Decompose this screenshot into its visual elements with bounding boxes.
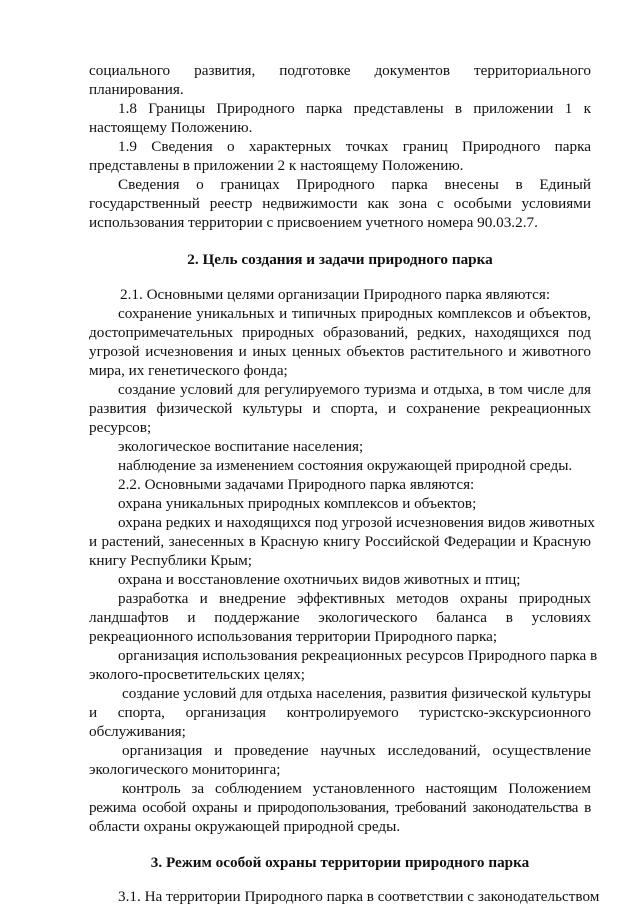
paragraph-line: книгу Республики Крым;: [89, 552, 252, 569]
paragraph-line: социального развития, подготовке документов территориального: [89, 62, 591, 79]
paragraph-line: охрана уникальных природных комплексов и объектов;: [118, 495, 477, 512]
paragraph-line: планирования.: [89, 81, 184, 98]
paragraph-line: режима особой охраны и природопользования, требований законодательства в: [89, 799, 591, 816]
paragraph-line: достопримечательных природных образований, редких, находящихся под: [89, 324, 591, 341]
paragraph-line: ландшафтов и поддержание экологического баланса в условиях: [89, 609, 591, 626]
paragraph-line: области охраны окружающей природной среды.: [89, 818, 401, 835]
paragraph-line: обслуживания;: [89, 723, 186, 740]
paragraph-line: охрана и восстановление охотничьих видов животных и птиц;: [118, 571, 521, 588]
paragraph-line: и растений, занесенных в Красную книгу Российской Федерации и Красную: [89, 533, 591, 550]
paragraph-line: ресурсов;: [89, 419, 152, 436]
paragraph-line: 2.1. Основными целями организации Природного парка являются:: [120, 286, 551, 303]
paragraph-line: 1.8 Границы Природного парка представлены в приложении 1 к: [118, 100, 591, 117]
paragraph-line: Сведения о границах Природного парка внесены в Единый: [118, 176, 591, 193]
paragraph-line: развития физической культуры и спорта, и сохранение рекреационных: [89, 400, 591, 417]
paragraph-line: угрозой исчезновения и иных ценных объектов растительного и животного: [89, 343, 591, 360]
paragraph-line: экологического мониторинга;: [89, 761, 281, 778]
paragraph-line: организация и проведение научных исследований, осуществление: [122, 742, 591, 759]
paragraph-line: 2.2. Основными задачами Природного парка являются:: [118, 476, 475, 493]
paragraph-line: создание условий для регулируемого туризма и отдыха, в том числе для: [118, 381, 591, 398]
paragraph-line: государственный реестр недвижимости как зона с особыми условиями: [89, 195, 591, 212]
paragraph-line: охрана редких и находящихся под угрозой исчезновения видов животных: [118, 514, 595, 531]
paragraph-line: и спорта, организация контролируемого туристско-экскурсионного: [89, 704, 591, 721]
section-heading: 3. Режим особой охраны территории природного парка: [150, 854, 530, 871]
paragraph-line: представлены в приложении 2 к настоящему Положению.: [89, 157, 464, 174]
paragraph-line: использования территории с присвоением учетного номера 90.03.2.7.: [89, 214, 538, 231]
paragraph-line: настоящему Положению.: [89, 119, 253, 136]
paragraph-line: экологическое воспитание населения;: [118, 438, 364, 455]
paragraph-line: разработка и внедрение эффективных методов охраны природных: [118, 590, 591, 607]
section-heading: 2. Цель создания и задачи природного парка: [187, 251, 493, 268]
paragraph-line: сохранение уникальных и типичных природных комплексов и объектов,: [118, 305, 591, 322]
paragraph-line: контроль за соблюдением установленного настоящим Положением: [122, 780, 591, 797]
paragraph-line: рекреационного использования территории Природного парка;: [89, 628, 498, 645]
paragraph-line: организация использования рекреационных ресурсов Природного парка в: [118, 647, 598, 664]
paragraph-line: эколого-просветительских целях;: [89, 666, 305, 683]
paragraph-line: 1.9 Сведения о характерных точках границ Природного парка: [118, 138, 591, 155]
paragraph-line: мира, их генетического фонда;: [89, 362, 288, 379]
paragraph-line: наблюдение за изменением состояния окружающей природной среды.: [118, 457, 573, 474]
paragraph-line: создание условий для отдыха населения, развития физической культуры: [122, 685, 591, 702]
paragraph-line: 3.1. На территории Природного парка в соответствии с законодательством: [118, 888, 600, 905]
